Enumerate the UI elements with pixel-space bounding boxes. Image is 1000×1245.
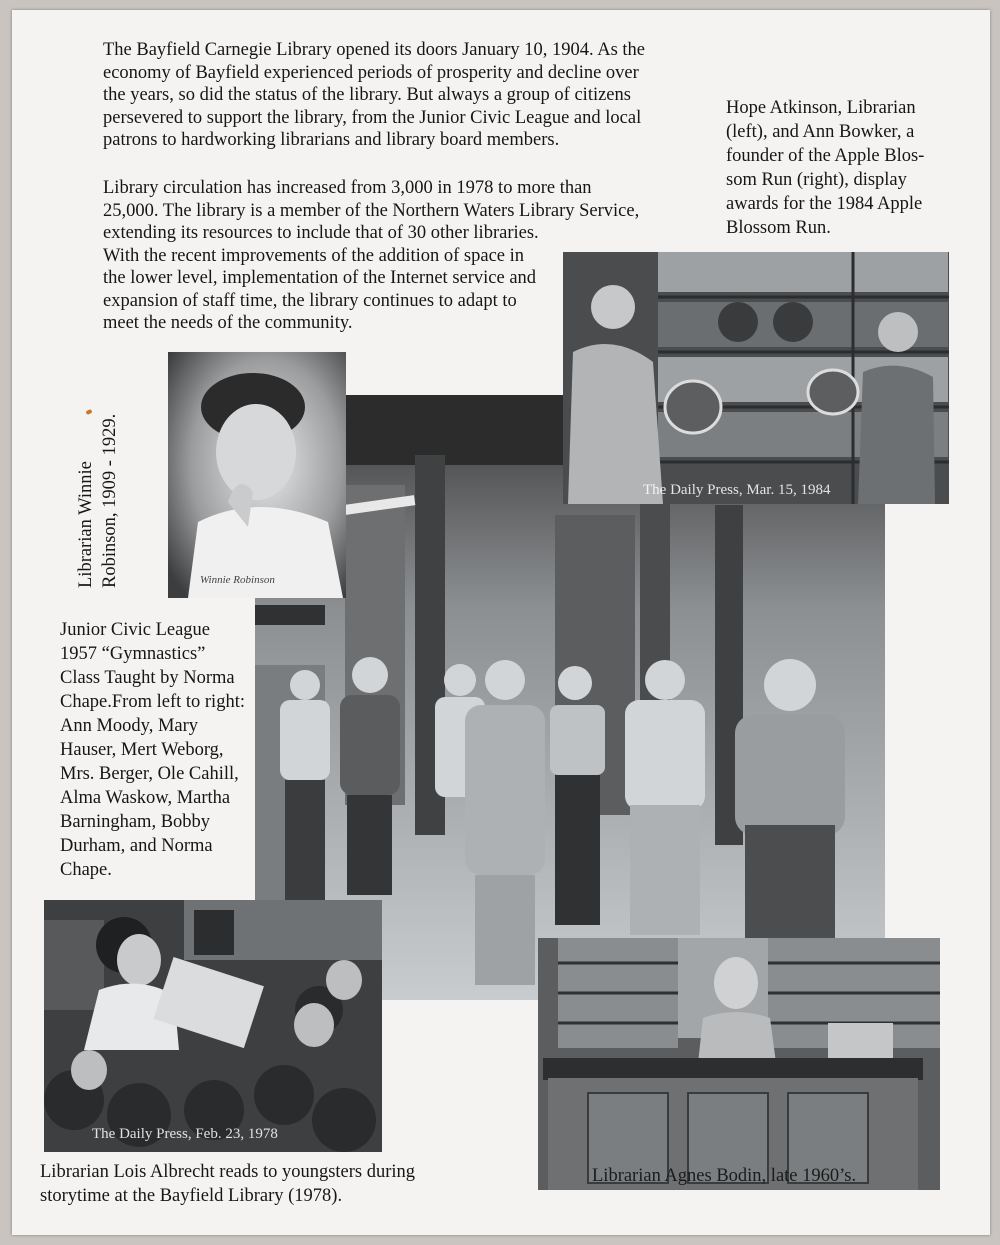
caption-line: Chape.From left to right:: [60, 692, 245, 712]
caption-line: awards for the 1984 Apple: [726, 194, 923, 214]
intro-line: economy of Bayfield experienced periods of prosperity and decline over: [103, 62, 639, 83]
caption-line: Ann Moody, Mary: [60, 716, 199, 736]
intro-line: The Bayfield Carnegie Library opened its doors January 10, 1904. As the: [103, 40, 646, 60]
intro-line: persevered to support the library, from the Junior Civic League and local: [103, 107, 642, 128]
intro-line: the lower level, implementation of the Internet service and: [103, 268, 537, 288]
caption-line: Chape.: [60, 860, 112, 880]
intro-line: patrons to hardworking librarians and library board members.: [103, 130, 560, 150]
caption-line: Librarian Winnie: [76, 461, 96, 588]
hope-atkinson-caption: [726, 96, 924, 240]
intro-paragraph-1: [103, 39, 645, 152]
caption-line: Librarian Lois Albrecht reads to youngsters during: [40, 1162, 416, 1182]
storytime-photo-credit: The Daily Press, Feb. 23, 1978: [92, 1126, 278, 1142]
caption-line: Hauser, Mert Weborg,: [60, 740, 224, 760]
intro-line: expansion of staff time, the library continues to adapt to: [103, 290, 517, 311]
caption-line: Class Taught by Norma: [60, 668, 235, 688]
intro-line: 25,000. The library is a member of the Northern Waters Library Service,: [103, 200, 640, 221]
winnie-robinson-caption: [74, 338, 122, 588]
intro-line: With the recent improvements of the addition of space in: [103, 245, 525, 266]
caption-line: Hope Atkinson, Librarian: [726, 98, 916, 118]
intro-line: the years, so did the status of the library. But always a group of citizens: [103, 85, 631, 105]
intro-line: extending its resources to include that of 30 other libraries.: [103, 223, 539, 243]
caption-line: (left), and Ann Bowker, a: [726, 122, 915, 142]
caption-line: Durham, and Norma: [60, 836, 213, 856]
intro-paragraph-2: [103, 177, 639, 335]
intro-line: Library circulation has increased from 3,000 in 1978 to more than: [103, 178, 592, 198]
intro-line: meet the needs of the community.: [103, 313, 353, 333]
caption-line: Barningham, Bobby: [60, 812, 211, 832]
caption-line: Blossom Run.: [726, 218, 831, 238]
apple-blossom-awards-photo: [563, 252, 949, 504]
lois-albrecht-caption: [40, 1160, 415, 1208]
storytime-photo: [44, 900, 382, 1152]
caption-line: Robinson, 1909 - 1929.: [100, 413, 120, 588]
caption-line: founder of the Apple Blos-: [726, 146, 925, 166]
agnes-bodin-caption: Librarian Agnes Bodin, late 1960’s.: [592, 1166, 857, 1186]
portrait-signature: Winnie Robinson: [200, 574, 275, 586]
caption-line: 1957 “Gymnastics”: [60, 644, 206, 664]
caption-line: Junior Civic League: [60, 620, 211, 640]
junior-civic-league-caption: [60, 618, 245, 882]
winnie-robinson-portrait: [168, 352, 346, 598]
caption-line: Mrs. Berger, Ole Cahill,: [60, 764, 239, 784]
caption-line: som Run (right), display: [726, 170, 907, 190]
agnes-bodin-photo: [538, 938, 940, 1190]
caption-line: Alma Waskow, Martha: [60, 788, 231, 808]
awards-photo-credit: The Daily Press, Mar. 15, 1984: [643, 482, 831, 498]
caption-line: storytime at the Bayfield Library (1978).: [40, 1186, 343, 1206]
